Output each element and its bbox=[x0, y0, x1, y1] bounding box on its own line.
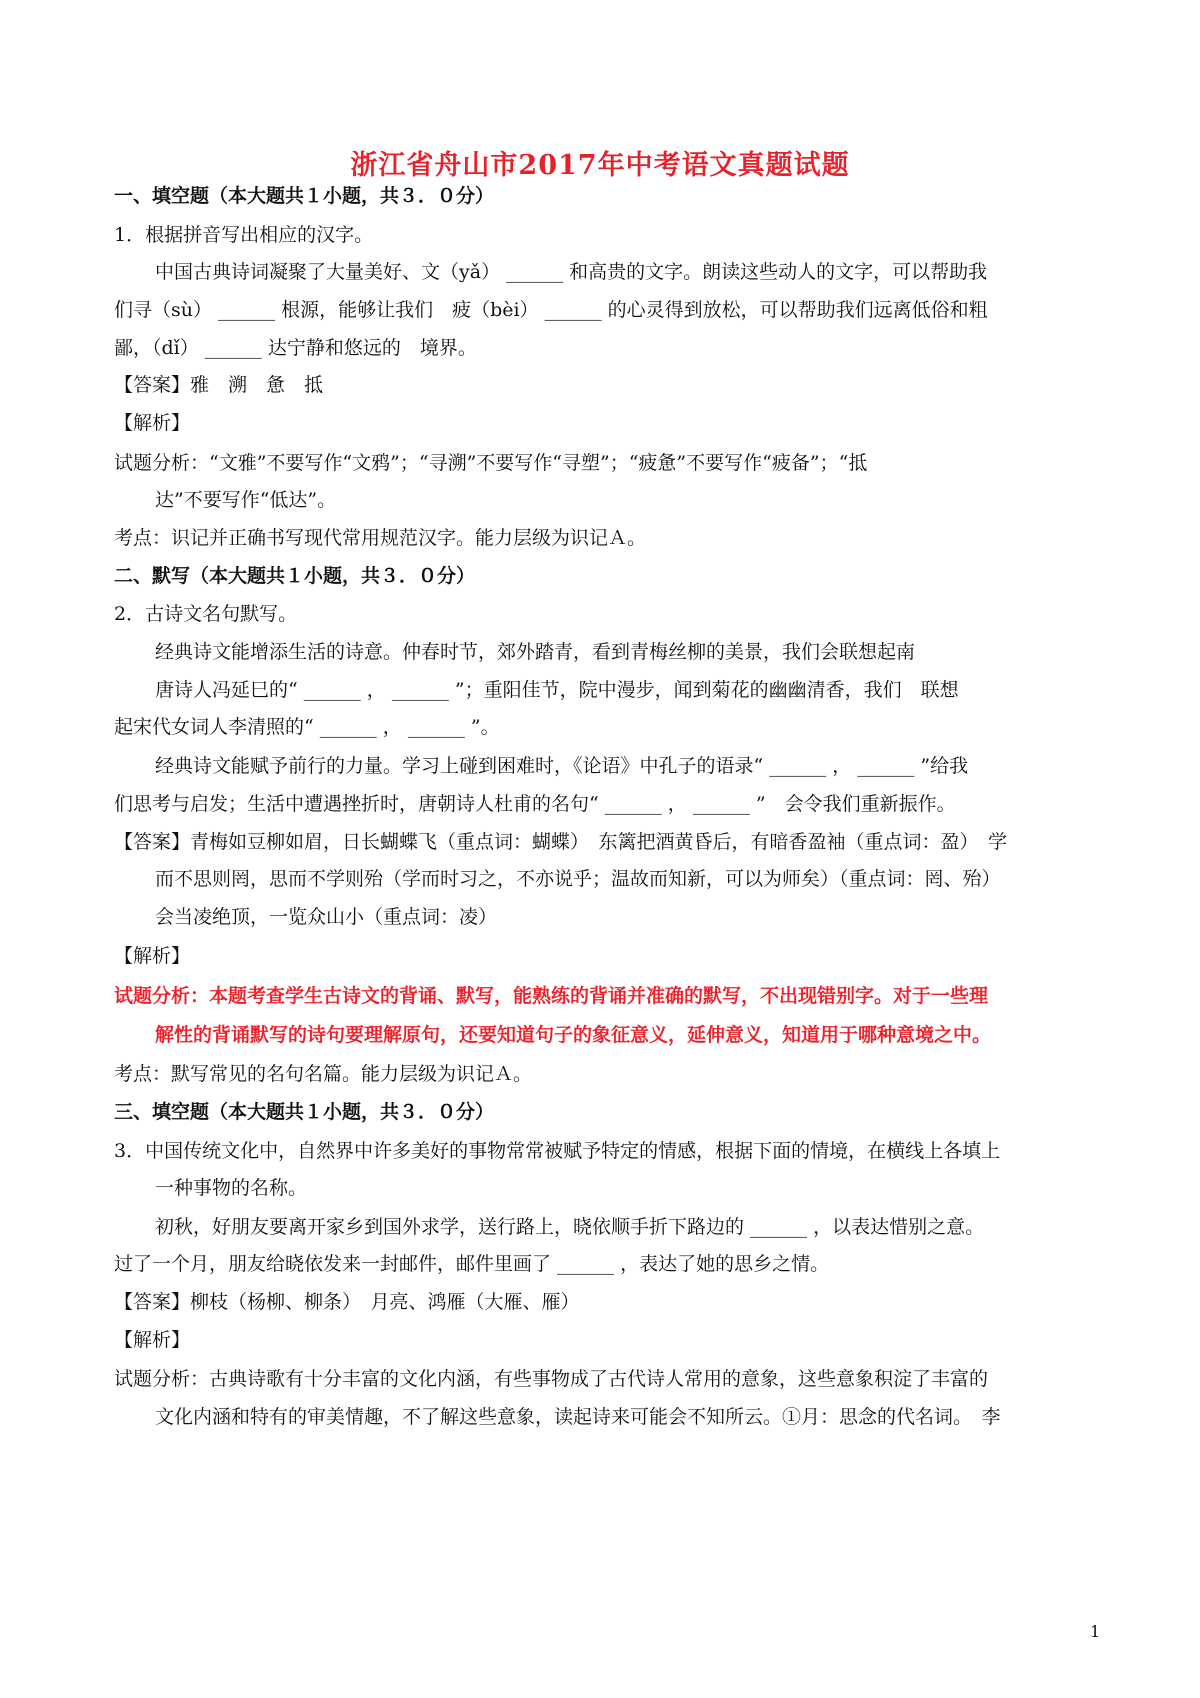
page-number: 1 bbox=[1090, 1622, 1101, 1641]
key-point-2: 考点：默写常见的名句名篇。能力层级为识记Ａ。 bbox=[114, 1063, 533, 1085]
page-title: 浙江省舟山市2017年中考语文真题试题 bbox=[350, 150, 850, 181]
question-2-text: 经典诗文能增添生活的诗意。仲春时节，郊外踏青，看到青梅丝柳的美景，我们会联想起南 bbox=[155, 641, 916, 663]
analysis-1: 试题分析：“文雅”不要写作“文鸦”；“寻溯”不要写作“寻塑”；“疲惫”不要写作“疲备”；“抵 bbox=[114, 452, 868, 474]
question-1-text: 鄙，（dǐ） ______ 达宁静和悠远的 境界。 bbox=[114, 337, 477, 359]
answer-1: 【答案】雅 溯 惫 抵 bbox=[114, 374, 324, 396]
analysis-label: 【解析】 bbox=[114, 1329, 191, 1351]
analysis-1: 达”不要写作“低达”。 bbox=[155, 489, 337, 511]
question-2-text: 们思考与启发；生活中遭遇挫折时，唐朝诗人杜甫的名句“ ______ ， ______ ” 会令我们重新振作。 bbox=[114, 793, 956, 815]
analysis-3: 试题分析：古典诗歌有十分丰富的文化内涵，有些事物成了古代诗人常用的意象，这些意象积淀了丰富的 bbox=[114, 1368, 989, 1390]
section-heading-2: 二、默写（本大题共１小题，共３．０分） bbox=[114, 565, 476, 587]
answer-3: 【答案】柳枝（杨柳、柳条） 月亮、鸿雁（大雁、雁） bbox=[114, 1291, 580, 1313]
analysis-label: 【解析】 bbox=[114, 412, 191, 434]
question-1: 1．根据拼音写出相应的汉字。 bbox=[114, 224, 374, 246]
section-heading-1: 一、填空题（本大题共１小题，共３．０分） bbox=[114, 185, 495, 207]
question-2: 2．古诗文名句默写。 bbox=[114, 603, 298, 625]
analysis-3: 文化内涵和特有的审美情趣，不了解这些意象，读起诗来可能会不知所云。①月：思念的代名词。 李 bbox=[155, 1406, 1001, 1428]
question-3: 一种事物的名称。 bbox=[155, 1177, 308, 1199]
section-heading-3: 三、填空题（本大题共１小题，共３．０分） bbox=[114, 1101, 495, 1123]
question-3-text: 过了一个月，朋友给晓依发来一封邮件，邮件里画了 ______ ，表达了她的思乡之情。 bbox=[114, 1253, 830, 1275]
answer-2: 会当凌绝顶，一览众山小（重点词：凌） bbox=[155, 906, 498, 928]
answer-2: 【答案】青梅如豆柳如眉，日长蝴蝶飞（重点词：蝴蝶） 东篱把酒黄昏后，有暗香盈袖（重点词：盈） 学 bbox=[114, 831, 1008, 853]
answer-2: 而不思则罔，思而不学则殆（学而时习之，不亦说乎；温故而知新，可以为师矣）（重点词：罔、殆） bbox=[155, 868, 1001, 890]
question-2-text: 起宋代女词人李清照的“ ______ ， ______ ”。 bbox=[114, 716, 500, 738]
question-2-text: 经典诗文能赋予前行的力量。学习上碰到困难时，《论语》中孔子的语录“ ______ ， ______ ”给我 bbox=[155, 755, 969, 777]
analysis-2: 解性的背诵默写的诗句要理解原句，还要知道句子的象征意义，延伸意义，知道用于哪种意境之中。 bbox=[155, 1024, 992, 1046]
question-2-text: 唐诗人冯延巳的“ ______ ， ______ ”；重阳佳节，院中漫步，闻到菊花的幽幽清香，我们 联想 bbox=[155, 679, 959, 701]
analysis-2: 试题分析：本题考查学生古诗文的背诵、默写，能熟练的背诵并准确的默写，不出现错别字。对于一些理 bbox=[114, 985, 989, 1007]
question-1-text: 们寻（sù） ______ 根源，能够让我们 疲（bèi） ______ 的心灵得到放松，可以帮助我们远离低俗和粗 bbox=[114, 299, 988, 321]
key-point-1: 考点：识记并正确书写现代常用规范汉字。能力层级为识记Ａ。 bbox=[114, 527, 647, 549]
question-3-text: 初秋，好朋友要离开家乡到国外求学，送行路上，晓依顺手折下路边的 ______ ，以表达惜别之意。 bbox=[155, 1216, 985, 1238]
question-1-text: 中国古典诗词凝聚了大量美好、文（yǎ） ______ 和高贵的文字。朗读这些动人的文字，可以帮助我 bbox=[155, 261, 988, 283]
analysis-label: 【解析】 bbox=[114, 945, 191, 967]
question-3: 3．中国传统文化中，自然界中许多美好的事物常常被赋予特定的情感，根据下面的情境，在横线上各填上 bbox=[114, 1140, 1001, 1162]
